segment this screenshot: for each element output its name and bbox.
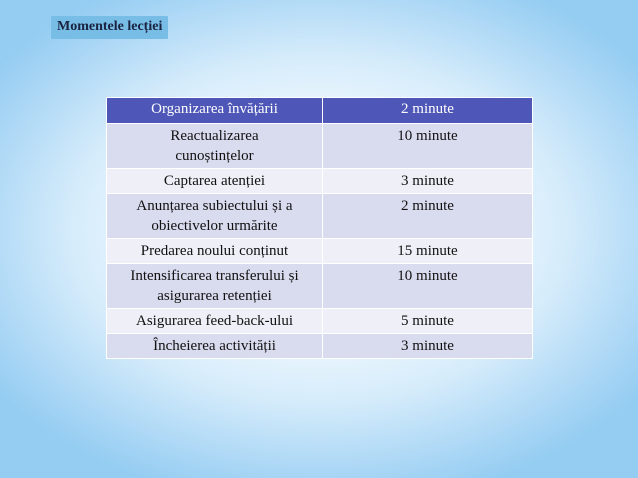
table-row	[107, 334, 533, 359]
duration-cell: 3 minute	[323, 169, 533, 194]
table-row	[107, 309, 533, 334]
lesson-stages-table	[106, 97, 533, 359]
duration-cell: 2 minute	[323, 194, 533, 239]
duration-cell: 2 minute	[323, 98, 533, 124]
duration-cell: 15 minute	[323, 239, 533, 264]
duration-cell: 3 minute	[323, 334, 533, 359]
activity-cell: Încheierea activității	[107, 334, 323, 359]
table-row	[107, 169, 533, 194]
table-row	[107, 124, 533, 169]
activity-cell: Organizarea învățării	[107, 98, 323, 124]
duration-cell: 10 minute	[323, 264, 533, 309]
activity-cell: Intensificarea transferului și asigurarea retenției	[107, 264, 323, 309]
table-row	[107, 264, 533, 309]
duration-cell: 5 minute	[323, 309, 533, 334]
activity-cell: Reactualizarea cunoștințelor	[107, 124, 323, 169]
activity-cell: Captarea atenției	[107, 169, 323, 194]
duration-cell: 10 minute	[323, 124, 533, 169]
table-row	[107, 194, 533, 239]
activity-cell: Predarea noului conținut	[107, 239, 323, 264]
activity-cell: Asigurarea feed-back-ului	[107, 309, 323, 334]
table-row	[107, 239, 533, 264]
slide-title: Momentele lecției	[51, 16, 168, 39]
activity-cell: Anunțarea subiectului și a obiectivelor urmărite	[107, 194, 323, 239]
table-row	[107, 98, 533, 124]
